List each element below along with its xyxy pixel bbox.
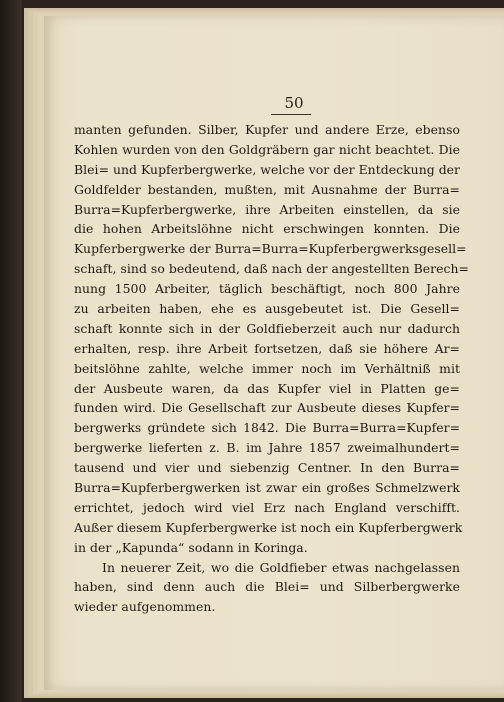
text-line: nung 1500 Arbeiter, täglich beschäftigt, noch 800 Jahre xyxy=(74,281,460,297)
page-number-rule xyxy=(271,114,311,115)
text-line: in der „Kapunda“ sodann in Koringa. xyxy=(74,539,308,555)
text-line: schaft konnte sich in der Goldfieberzeit auch nur dadurch xyxy=(74,320,460,336)
text-line: tausend und vier und siebenzig Centner. In den Burra= xyxy=(74,460,460,476)
text-line: bergwerks gründete sich 1842. Die Burra=Burra=Kupfer= xyxy=(74,420,460,436)
text-line: Blei= und Kupferbergwerke, welche vor der Entdeckung der xyxy=(74,161,461,177)
text-line: wieder aufgenommen. xyxy=(74,599,216,615)
text-line: manten gefunden. Silber, Kupfer und andere Erze, ebenso xyxy=(74,122,460,137)
text-line: erhalten, resp. ihre Arbeit fortsetzen, daß sie höhere Ar= xyxy=(74,340,460,356)
text-line: errichtet, jedoch wird viel Erz nach England verschifft. xyxy=(74,499,460,515)
text-line: Goldfelder bestanden, mußten, mit Ausnahme der Burra= xyxy=(74,181,460,197)
text-line: Burra=Kupferbergwerken ist zwar ein großes Schmelzwerk xyxy=(74,480,460,496)
text-line: bergwerke lieferten z. B. im Jahre 1857 zweimalhundert= xyxy=(74,440,460,456)
text-line: haben, sind denn auch die Blei= und Silberbergwerke xyxy=(74,579,460,595)
text-line: Kohlen wurden von den Goldgräbern gar nicht beachtet. Die xyxy=(74,141,460,157)
backdrop xyxy=(0,0,22,702)
text-line: In neuerer Zeit, wo die Goldfieber etwas nachgelassen xyxy=(102,559,460,575)
text-line: schaft, sind so bedeutend, daß nach der angestellten Berech= xyxy=(74,261,469,277)
text-line: funden wird. Die Gesellschaft zur Ausbeute dieses Kupfer= xyxy=(74,400,460,416)
text-line: zu arbeiten haben, ehe es ausgebeutet ist. Die Gesell= xyxy=(74,301,460,317)
text-line: der Ausbeute waren, da das Kupfer viel in Platten ge= xyxy=(74,380,460,396)
text-line: beitslöhne zahlte, welche immer noch im Verhältniß mit xyxy=(74,360,460,376)
text-line: die hohen Arbeitslöhne nicht erschwingen konnten. Die xyxy=(74,221,460,237)
text-line: Kupferbergwerke der Burra=Burra=Kupferbergwerksgesell= xyxy=(74,241,467,257)
body-text xyxy=(74,120,469,617)
text-line: Burra=Kupferbergwerke, ihre Arbeiten einstellen, da sie xyxy=(74,201,460,217)
page-number: 50 xyxy=(284,94,304,112)
text-line: Außer diesem Kupferbergwerke ist noch ein Kupferbergwerk xyxy=(74,519,463,535)
